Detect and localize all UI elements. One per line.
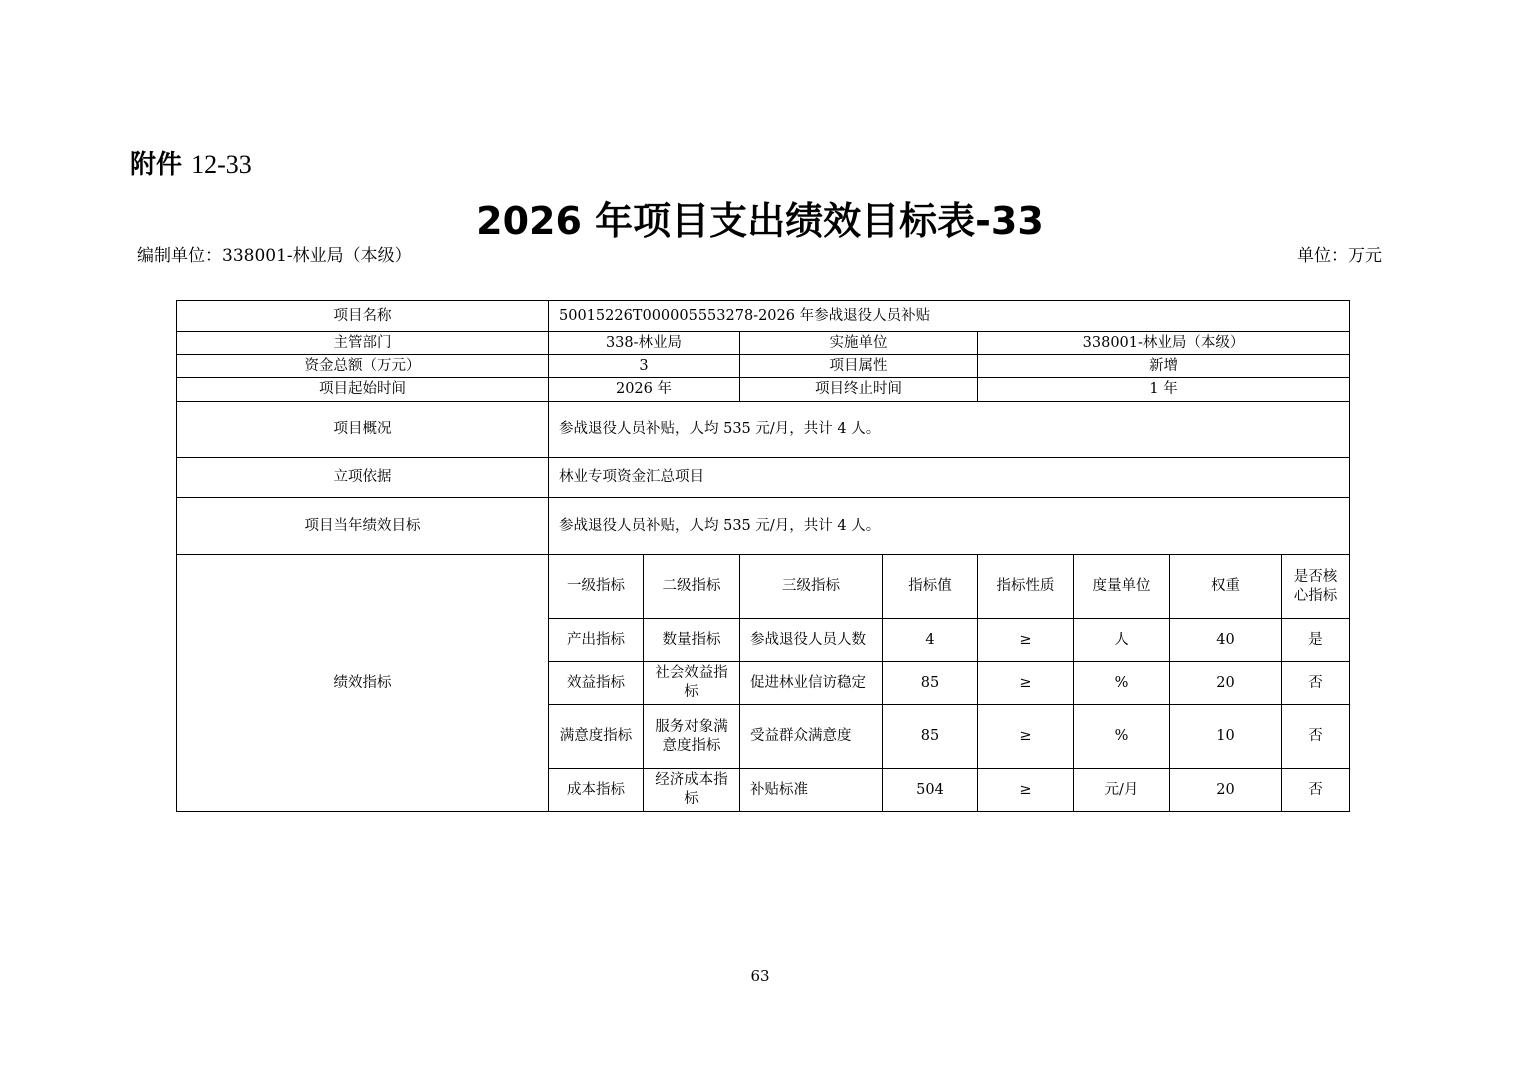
annex-label: 附件 12-33 [130,150,252,180]
indicator-cell: 服务对象满意度指标 [644,705,740,769]
header-level2: 二级指标 [644,555,740,619]
indicator-cell: 85 [883,662,978,705]
row-basis [177,458,1350,498]
page-number: 63 [750,967,770,985]
indicators-section-label: 绩效指标 [177,555,549,812]
dept-value: 338-林业局 [549,332,740,355]
indicator-cell: 10 [1170,705,1282,769]
overview-value: 参战退役人员补贴，人均 535 元/月，共计 4 人。 [549,402,1350,458]
indicator-cell: 4 [883,619,978,662]
indicator-cell: 经济成本指标 [644,769,740,812]
header-unit: 度量单位 [1074,555,1170,619]
row-goal [177,498,1350,555]
header-core: 是否核心指标 [1282,555,1350,619]
indicator-cell: ≥ [978,705,1074,769]
basis-value: 林业专项资金汇总项目 [549,458,1350,498]
end-value: 1 年 [978,378,1350,402]
indicator-header-row [177,555,1350,619]
indicator-cell: 是 [1282,619,1350,662]
indicator-cell: 20 [1170,769,1282,812]
impl-unit-label: 实施单位 [740,332,978,355]
project-name-label: 项目名称 [177,301,549,332]
total-funds-value: 3 [549,355,740,378]
indicator-cell: 促进林业信访稳定 [740,662,883,705]
indicator-cell: 否 [1282,769,1350,812]
goal-label: 项目当年绩效目标 [177,498,549,555]
row-funds [177,355,1350,378]
indicator-cell: % [1074,705,1170,769]
basis-label: 立项依据 [177,458,549,498]
header-level3: 三级指标 [740,555,883,619]
indicator-cell: 40 [1170,619,1282,662]
start-label: 项目起始时间 [177,378,549,402]
performance-table [176,300,1350,812]
indicator-cell: 满意度指标 [549,705,644,769]
indicator-cell: 产出指标 [549,619,644,662]
indicator-cell: ≥ [978,662,1074,705]
row-department [177,332,1350,355]
indicator-cell: 受益群众满意度 [740,705,883,769]
start-value: 2026 年 [549,378,740,402]
indicator-cell: 效益指标 [549,662,644,705]
indicator-cell: 元/月 [1074,769,1170,812]
compiling-unit: 编制单位：338001-林业局（本级） [137,246,412,266]
indicator-cell: 成本指标 [549,769,644,812]
indicator-cell: 数量指标 [644,619,740,662]
overview-label: 项目概况 [177,402,549,458]
indicator-cell: 504 [883,769,978,812]
dept-label: 主管部门 [177,332,549,355]
header-weight: 权重 [1170,555,1282,619]
indicator-cell: 参战退役人员人数 [740,619,883,662]
row-overview [177,402,1350,458]
goal-value: 参战退役人员补贴，人均 535 元/月，共计 4 人。 [549,498,1350,555]
indicator-cell: 85 [883,705,978,769]
indicator-cell: 20 [1170,662,1282,705]
indicator-cell: ≥ [978,619,1074,662]
indicator-cell: 否 [1282,662,1350,705]
end-label: 项目终止时间 [740,378,978,402]
indicator-cell: 补贴标准 [740,769,883,812]
header-value: 指标值 [883,555,978,619]
indicator-cell: ≥ [978,769,1074,812]
header-nature: 指标性质 [978,555,1074,619]
attribute-value: 新增 [978,355,1350,378]
document-title: 2026 年项目支出绩效目标表-33 [476,199,1044,243]
indicator-cell: 人 [1074,619,1170,662]
attribute-label: 项目属性 [740,355,978,378]
currency-unit: 单位：万元 [1297,246,1382,266]
indicator-cell: 社会效益指标 [644,662,740,705]
indicator-cell: % [1074,662,1170,705]
indicator-cell: 否 [1282,705,1350,769]
header-level1: 一级指标 [549,555,644,619]
impl-unit-value: 338001-林业局（本级） [978,332,1350,355]
row-period [177,378,1350,402]
project-name-value: 50015226T000005553278-2026 年参战退役人员补贴 [549,301,1350,332]
total-funds-label: 资金总额（万元） [177,355,549,378]
row-project-name [177,301,1350,332]
